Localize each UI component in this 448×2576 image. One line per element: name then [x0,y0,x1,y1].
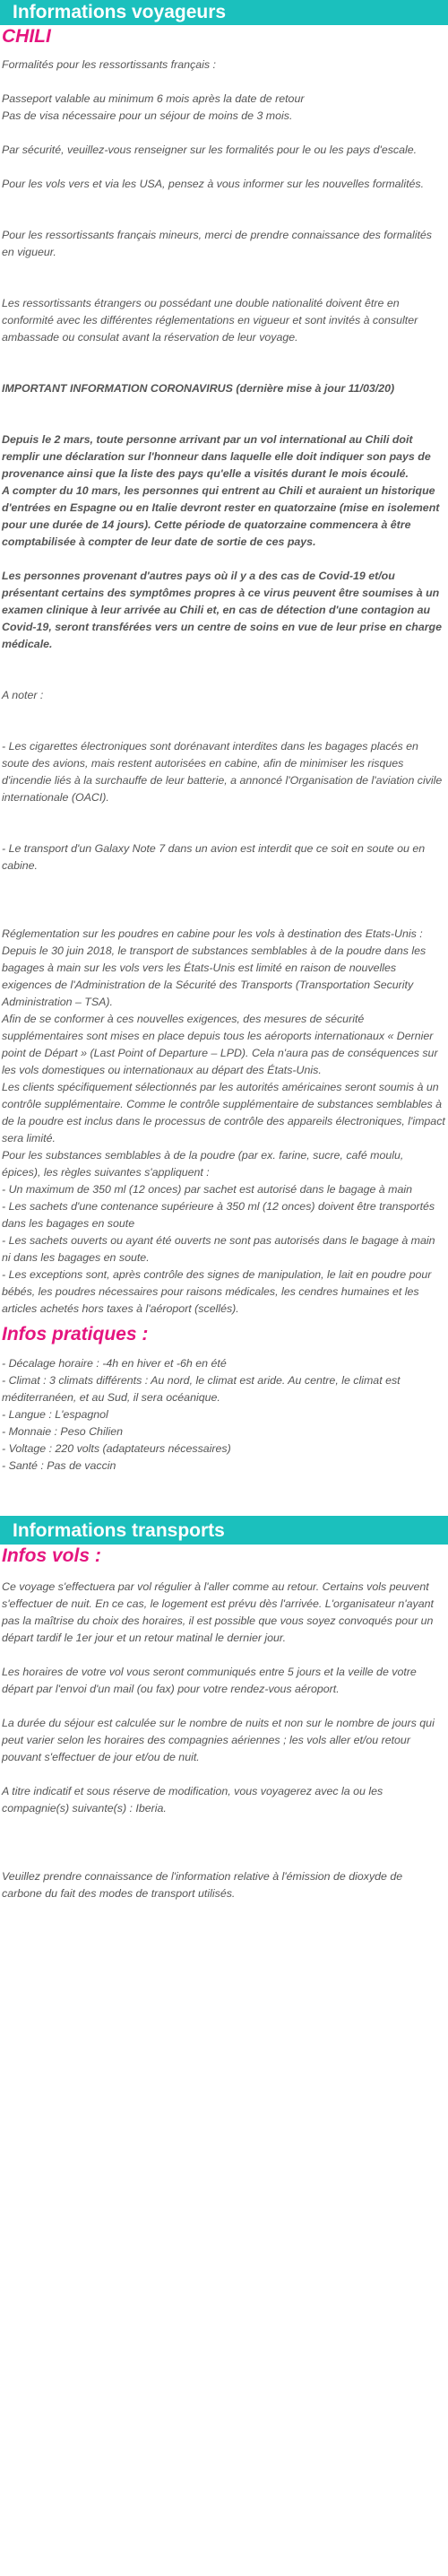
galaxy-text: - Le transport d'un Galaxy Note 7 dans un avion est interdit que ce soit en soute ou en cabine. [2,842,426,872]
passport-text: Passeport valable au minimum 6 mois après la date de retour [2,92,305,105]
poudres-paragraph-4: Pour les substances semblables à de la poudre (par ex. farine, sucre, café moulu, épices), les règles suivantes s'appliquent : [2,1149,404,1179]
cigarettes-text: - Les cigarettes électroniques sont dorénavant interdites dans les bagages placés en soute des avions, mais restent autorisées en cabine, afin de minimiser les risques d'incendie liés à la surchauffe de leur batterie, a annoncé l'Organisation de l'aviation civile internationale (OACI). [2,740,443,804]
poudres-list-item-3: - Les sachets ouverts ou ayant été ouverts ne sont pas autorisés dans le bagage à main ni dans les bagages en soute. [2,1234,435,1264]
covid-paragraph-1: Depuis le 2 mars, toute personne arrivant par un vol international au Chili doit remplir une déclaration sur l'honneur dans laquelle elle doit indiquer son pays de provenance ainsi que la liste des pays qu'elle a visités durant le mois écoulé. [2,433,431,480]
poudres-title: Réglementation sur les poudres en cabine pour les vols à destination des Etats-Unis : [2,927,423,940]
infos-vols-title: Infos vols : [2,1545,101,1566]
formalites-title: Formalités pour les ressortissants français : [2,58,216,71]
country-title: CHILI [2,26,51,47]
vols-paragraph-4: A titre indicatif et sous réserve de modification, vous voyagerez avec la ou les compagnie(s) suivante(s) : Iberia. [2,1785,383,1815]
section-header-informations-transports: Informations transports [0,1516,448,1545]
vols-paragraph-5: Veuillez prendre connaissance de l'information relative à l'émission de dioxyde de carbone du fait des modes de transport utilisés. [2,1870,403,1900]
climat-text: - Climat : 3 climats différents : Au nord, le climat est aride. Au centre, le climat est méditerranéen, et au Sud, il sera océanique. [2,1374,401,1404]
langue-text: - Langue : L'espagnol [2,1408,108,1421]
usa-text: Pour les vols vers et via les USA, pensez à vous informer sur les nouvelles formalités. [2,178,425,190]
covid-paragraph-2: A compter du 10 mars, les personnes qui entrent au Chili et auraient un historique d'entrées en Espagne ou en Italie devront rester en quatorzaine (mise en isolement pour une durée de 14 jours). Cette période de quatorzaine commencera à être comptabilisée à compter de leur date de sortie de ces pays. [2,484,440,548]
infos-pratiques-title: Infos pratiques : [2,1324,149,1345]
transports-content [0,1545,448,1902]
securite-text: Par sécurité, veuillez-vous renseigner sur les formalités pour le ou les pays d'escale. [2,144,418,156]
decalage-text: - Décalage horaire : -4h en hiver et -6h en été [2,1357,227,1370]
voyageurs-content [0,25,448,1475]
poudres-paragraph-1: Depuis le 30 juin 2018, le transport de substances semblables à de la poudre dans les bagages à main sur les vols vers les États-Unis est limité en raison de nouvelles exigences de l'Administration de la Sécurité des Transports (Transportation Security Administration – TSA). [2,944,426,1008]
section-header-informations-voyageurs: Informations voyageurs [0,0,448,25]
poudres-list-item-2: - Les sachets d'une contenance supérieure à 350 ml (12 onces) doivent être transportés dans les bagages en soute [2,1200,435,1230]
voltage-text: - Voltage : 220 volts (adaptateurs nécessaires) [2,1442,231,1455]
vols-paragraph-1: Ce voyage s'effectuera par vol régulier à l'aller comme au retour. Certains vols peuvent s'effectuer de nuit. En ce cas, le logement est prévu dès l'arrivée. L'organisateur n'ayant pas la maîtrise du choix des horaires, il est possible que vous soyez convoqués pour un départ tardif le 1er jour et un retour matinal le dernier jour. [2,1580,434,1644]
covid-paragraph-3: Les personnes provenant d'autres pays où il y a des cas de Covid-19 et/ou présentant certains des symptômes propres à ce virus peuvent être soumises à un examen clinique à leur arrivée au Chili et, en cas de détection d'une contagion au Covid-19, seront transférées vers un centre de soins en vue de leur prise en charge médicale. [2,570,442,650]
poudres-list-item-4: - Les exceptions sont, après contrôle des signes de manipulation, le lait en poudre pour bébés, les poudres nécessaires pour raisons médicales, les cendres humaines et les articles achetés hors taxes à l'aéroport (scellés). [2,1268,432,1315]
a-noter-label: A noter : [2,689,44,701]
visa-text: Pas de visa nécessaire pour un séjour de moins de 3 mois. [2,109,293,122]
poudres-paragraph-2: Afin de se conformer à ces nouvelles exigences, des mesures de sécurité supplémentaires sont mises en place depuis tous les aéroports internationaux « Dernier point de Départ » (Last Point of Departure – LPD). Cela n'aura pas de conséquences sur les vols domestiques ou internationaux au départ des États-Unis. [2,1013,438,1076]
monnaie-text: - Monnaie : Peso Chilien [2,1425,123,1438]
covid-title: IMPORTANT INFORMATION CORONAVIRUS (dernière mise à jour 11/03/20) [2,382,395,395]
sante-text: - Santé : Pas de vaccin [2,1459,116,1472]
etrangers-text: Les ressortissants étrangers ou possédant une double nationalité doivent être en conformité avec les différentes réglementations en vigueur et sont invités à consulter ambassade ou consulat avant la réservation de leur voyage. [2,297,418,344]
vols-paragraph-3: La durée du séjour est calculée sur le nombre de nuits et non sur le nombre de jours qui peut varier selon les horaires des compagnies aériennes ; les vols aller et/ou retour pouvant s'effectuer de jour et/ou de nuit. [2,1717,435,1763]
mineurs-text: Pour les ressortissants français mineurs, merci de prendre connaissance des formalités en vigueur. [2,229,432,258]
vols-paragraph-2: Les horaires de votre vol vous seront communiqués entre 5 jours et la veille de votre départ par l'envoi d'un mail (ou fax) pour votre rendez-vous aéroport. [2,1666,417,1695]
poudres-paragraph-3: Les clients spécifiquement sélectionnés par les autorités américaines seront soumis à un contrôle supplémentaire. Comme le contrôle supplémentaire de substances semblables à de la poudre est inclus dans le processus de contrôle des appareils électroniques, l'impact sera limité. [2,1081,445,1144]
poudres-list-item-1: - Un maximum de 350 ml (12 onces) par sachet est autorisé dans le bagage à main [2,1183,412,1196]
